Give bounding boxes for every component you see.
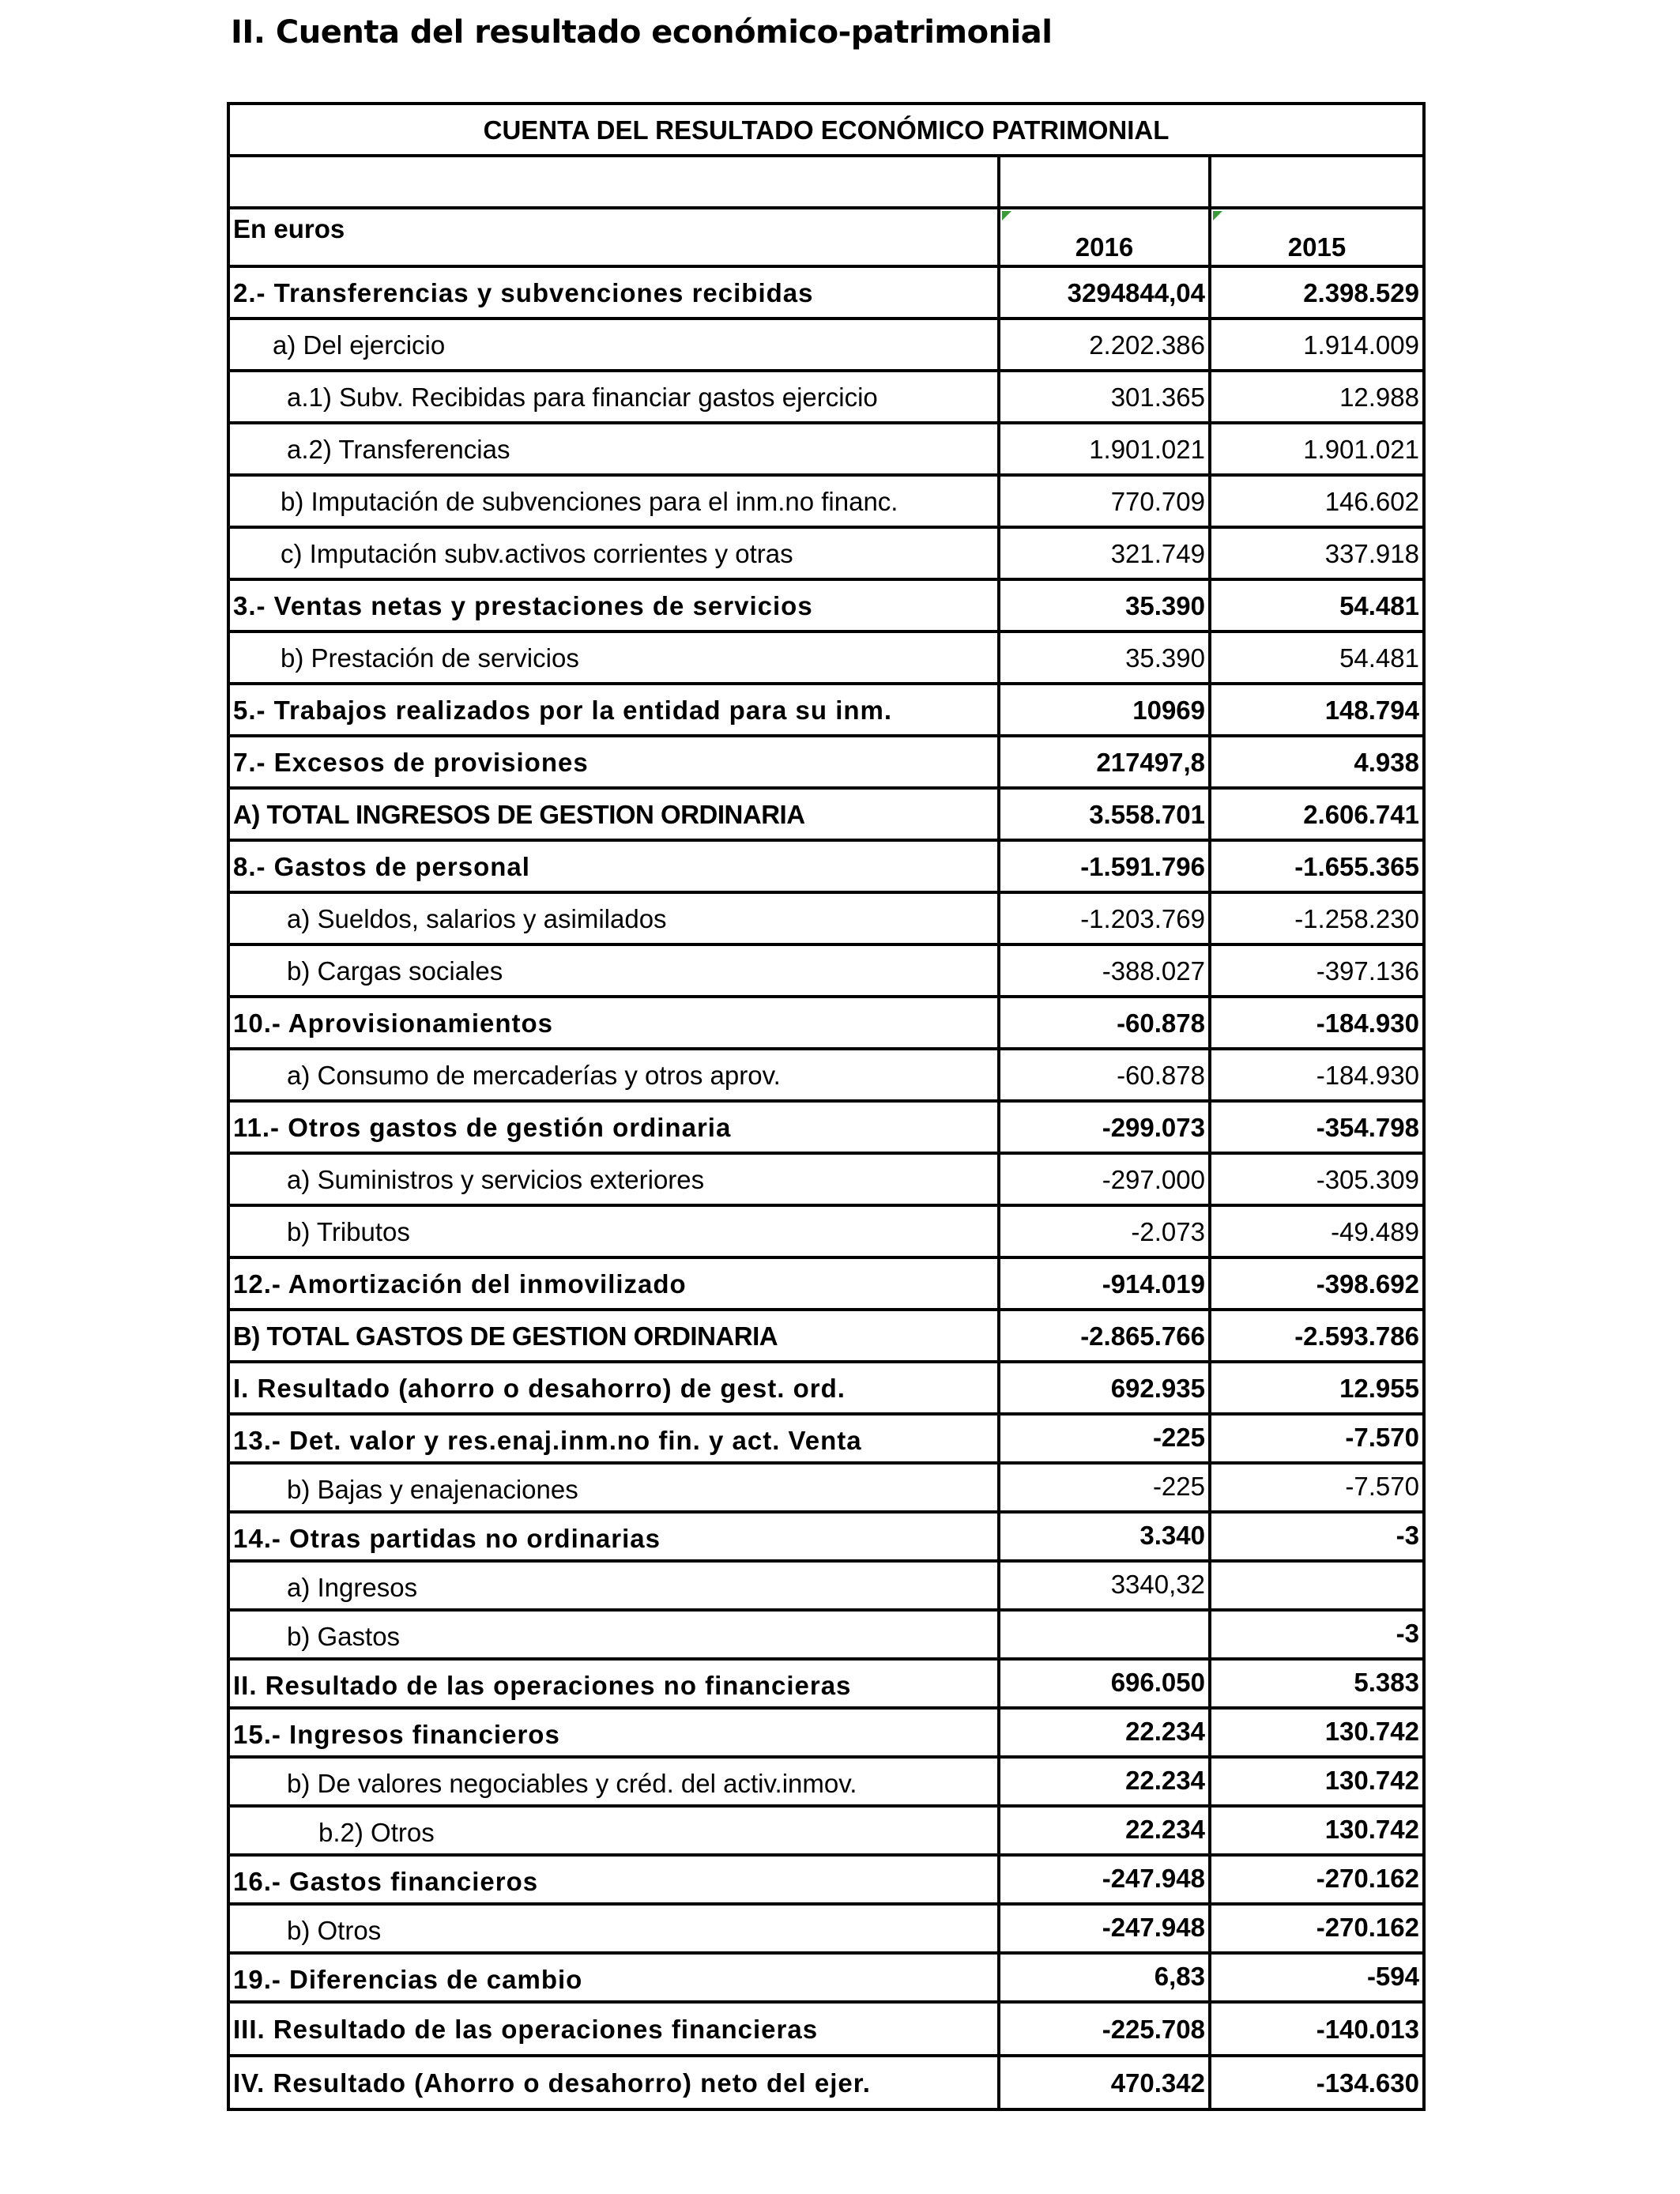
value-2015: 2.398.529 [1210,266,1424,319]
value-2015: -134.630 [1210,2056,1424,2109]
row-label: 19.- Diferencias de cambio [228,1953,999,2002]
row-label: b) Cargas sociales [228,944,999,997]
value-2015: 5.383 [1210,1659,1424,1708]
table-row [228,1414,1424,1463]
row-label: A) TOTAL INGRESOS DE GESTION ORDINARIA [228,788,999,840]
value-2015: -7.570 [1210,1463,1424,1512]
table-row [228,475,1424,527]
value-2015: -3 [1210,1512,1424,1561]
table-row [228,1463,1424,1512]
value-2015: 54.481 [1210,631,1424,684]
value-2016: 22.234 [999,1708,1210,1757]
table-row [228,1904,1424,1953]
table-blank-row [228,156,1424,208]
value-2015: -354.798 [1210,1101,1424,1153]
value-2015: -184.930 [1210,1049,1424,1101]
table-row [228,319,1424,371]
table-row [228,840,1424,892]
row-label: 8.- Gastos de personal [228,840,999,892]
row-label: IV. Resultado (Ahorro o desahorro) neto del ejer. [228,2056,999,2109]
value-2016: 696.050 [999,1659,1210,1708]
table-row [228,371,1424,423]
row-label: b) Imputación de subvenciones para el inm.no financ. [228,475,999,527]
column-header-2015: 2015 [1210,208,1424,266]
table-row [228,1855,1424,1904]
table-row [228,1205,1424,1257]
table-row [228,1806,1424,1855]
table-row [228,266,1424,319]
blank-cell [1210,156,1424,208]
value-2016: 470.342 [999,2056,1210,2109]
table-row [228,1101,1424,1153]
row-label: B) TOTAL GASTOS DE GESTION ORDINARIA [228,1310,999,1362]
table-row [228,1362,1424,1414]
table-row [228,684,1424,736]
table-row [228,579,1424,631]
value-2016: 217497,8 [999,736,1210,788]
row-label: b) Prestación de servicios [228,631,999,684]
row-label: a.2) Transferencias [228,423,999,475]
document-title: II. Cuenta del resultado económico-patrimonial [231,14,1053,51]
row-label: b) Gastos [228,1610,999,1659]
value-2016: 3.558.701 [999,788,1210,840]
value-2016 [999,1610,1210,1659]
value-2016: -2.865.766 [999,1310,1210,1362]
value-2016: 35.390 [999,631,1210,684]
value-2016: 6,83 [999,1953,1210,2002]
value-2016: 35.390 [999,579,1210,631]
value-2016: -297.000 [999,1153,1210,1205]
table-row [228,1512,1424,1561]
column-header-2016: 2016 [999,208,1210,266]
value-2016: -388.027 [999,944,1210,997]
row-label: II. Resultado de las operaciones no financieras [228,1659,999,1708]
table-row [228,2002,1424,2056]
table-row [228,1310,1424,1362]
table-caption: CUENTA DEL RESULTADO ECONÓMICO PATRIMONIAL [228,104,1424,156]
value-2015: 148.794 [1210,684,1424,736]
value-2015: -397.136 [1210,944,1424,997]
table-row [228,944,1424,997]
value-2015: -270.162 [1210,1855,1424,1904]
value-2016: 1.901.021 [999,423,1210,475]
table-row [228,1708,1424,1757]
table-row [228,1953,1424,2002]
row-label: b) Tributos [228,1205,999,1257]
row-label: 14.- Otras partidas no ordinarias [228,1512,999,1561]
value-2016: 22.234 [999,1757,1210,1806]
row-label: a.1) Subv. Recibidas para financiar gastos ejercicio [228,371,999,423]
row-label: III. Resultado de las operaciones financieras [228,2002,999,2056]
value-2016: -225 [999,1414,1210,1463]
table-row [228,631,1424,684]
value-2016: -1.591.796 [999,840,1210,892]
value-2015: 1.914.009 [1210,319,1424,371]
table-row [228,997,1424,1049]
value-2015: 130.742 [1210,1708,1424,1757]
row-label: 2.- Transferencias y subvenciones recibidas [228,266,999,319]
value-2016: -60.878 [999,997,1210,1049]
value-2016: -914.019 [999,1257,1210,1310]
value-2015: -1.258.230 [1210,892,1424,944]
value-2016: -247.948 [999,1855,1210,1904]
table-header-row [228,208,1424,266]
value-2016: -60.878 [999,1049,1210,1101]
value-2016: 692.935 [999,1362,1210,1414]
row-label: 16.- Gastos financieros [228,1855,999,1904]
table-row [228,1659,1424,1708]
value-2015: 4.938 [1210,736,1424,788]
value-2015: 337.918 [1210,527,1424,579]
blank-cell [228,156,999,208]
row-label: I. Resultado (ahorro o desahorro) de gest. ord. [228,1362,999,1414]
row-label: b) Bajas y enajenaciones [228,1463,999,1512]
row-label: a) Del ejercicio [228,319,999,371]
table-row [228,1257,1424,1310]
value-2015: -49.489 [1210,1205,1424,1257]
value-2016: 22.234 [999,1806,1210,1855]
value-2015: -1.655.365 [1210,840,1424,892]
value-2016: -225 [999,1463,1210,1512]
value-2016: -1.203.769 [999,892,1210,944]
value-2015: -2.593.786 [1210,1310,1424,1362]
table-row [228,1610,1424,1659]
value-2016: -247.948 [999,1904,1210,1953]
value-2016: 10969 [999,684,1210,736]
row-label: 3.- Ventas netas y prestaciones de servicios [228,579,999,631]
value-2015: -184.930 [1210,997,1424,1049]
row-label: a) Consumo de mercaderías y otros aprov. [228,1049,999,1101]
table-caption-row [228,104,1424,156]
unit-label: En euros [228,208,999,266]
value-2016: -225.708 [999,2002,1210,2056]
row-label: c) Imputación subv.activos corrientes y otras [228,527,999,579]
value-2015: 130.742 [1210,1757,1424,1806]
value-2016: 2.202.386 [999,319,1210,371]
row-label: b.2) Otros [228,1806,999,1855]
value-2015: -7.570 [1210,1414,1424,1463]
table-row [228,1561,1424,1610]
value-2015: -270.162 [1210,1904,1424,1953]
table-row [228,527,1424,579]
value-2015: 12.955 [1210,1362,1424,1414]
table-row [228,736,1424,788]
row-label: 5.- Trabajos realizados por la entidad para su inm. [228,684,999,736]
table-row [228,1049,1424,1101]
value-2015: -140.013 [1210,2002,1424,2056]
income-statement-table [227,102,1426,2111]
value-2015: -3 [1210,1610,1424,1659]
row-label: 12.- Amortización del inmovilizado [228,1257,999,1310]
value-2016: 3294844,04 [999,266,1210,319]
table-row [228,2056,1424,2109]
row-label: 13.- Det. valor y res.enaj.inm.no fin. y act. Venta [228,1414,999,1463]
row-label: 11.- Otros gastos de gestión ordinaria [228,1101,999,1153]
value-2015 [1210,1561,1424,1610]
value-2015: -398.692 [1210,1257,1424,1310]
table-row [228,892,1424,944]
value-2016: -299.073 [999,1101,1210,1153]
value-2015: 54.481 [1210,579,1424,631]
row-label: b) De valores negociables y créd. del activ.inmov. [228,1757,999,1806]
blank-cell [999,156,1210,208]
value-2015: -305.309 [1210,1153,1424,1205]
table-row [228,423,1424,475]
value-2015: 2.606.741 [1210,788,1424,840]
table-row [228,788,1424,840]
value-2016: 770.709 [999,475,1210,527]
value-2016: 321.749 [999,527,1210,579]
row-label: 10.- Aprovisionamientos [228,997,999,1049]
row-label: b) Otros [228,1904,999,1953]
value-2015: 12.988 [1210,371,1424,423]
value-2016: 301.365 [999,371,1210,423]
value-2015: -594 [1210,1953,1424,2002]
row-label: a) Suministros y servicios exteriores [228,1153,999,1205]
table-row [228,1757,1424,1806]
value-2016: 3340,32 [999,1561,1210,1610]
value-2015: 1.901.021 [1210,423,1424,475]
value-2016: 3.340 [999,1512,1210,1561]
row-label: 15.- Ingresos financieros [228,1708,999,1757]
row-label: 7.- Excesos de provisiones [228,736,999,788]
value-2016: -2.073 [999,1205,1210,1257]
row-label: a) Sueldos, salarios y asimilados [228,892,999,944]
table-row [228,1153,1424,1205]
value-2015: 130.742 [1210,1806,1424,1855]
value-2015: 146.602 [1210,475,1424,527]
row-label: a) Ingresos [228,1561,999,1610]
